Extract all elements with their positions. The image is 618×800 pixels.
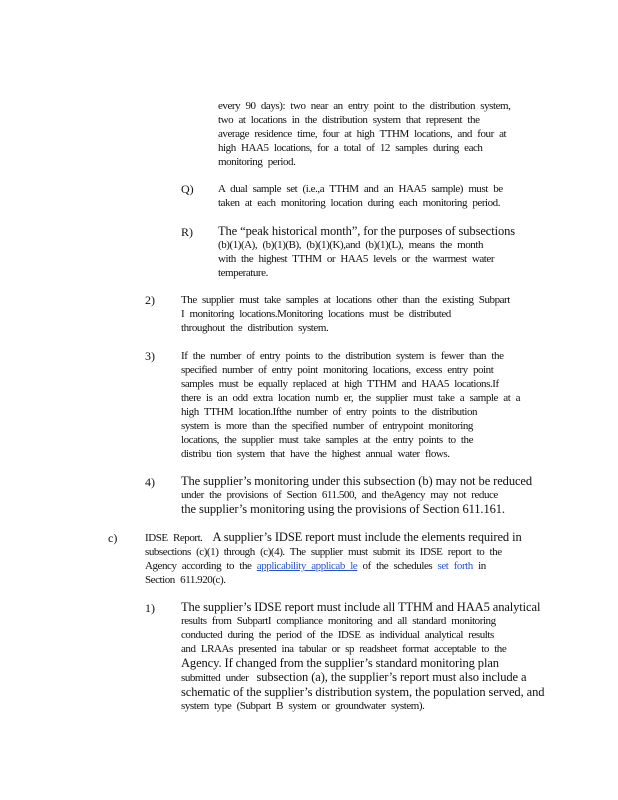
text-line: temperature. xyxy=(218,267,268,279)
item-2-text xyxy=(181,293,510,335)
item-c1-text xyxy=(181,600,544,713)
text-line: there is an odd extra location numb er, the supplier must take a sample at a xyxy=(181,392,521,404)
text-line: specified number of entry point monitoring locations, excess entry point xyxy=(181,364,494,376)
text-line: taken at each monitoring location during each monitoring period. xyxy=(218,197,501,209)
text-line: Section 611.920(c). xyxy=(145,574,226,586)
item-3-text xyxy=(181,349,520,461)
text-line: and LRAAs presented ina tabular or sp readsheet format acceptable to the xyxy=(181,643,507,655)
text-line: with the highest TTHM or HAA5 levels or the warmest water xyxy=(218,253,495,265)
text-line: every 90 days): two near an entry point to the distribution system, xyxy=(218,100,511,112)
text-line: I monitoring locations.Monitoring locations must be distributed xyxy=(181,308,451,320)
text-line: Agency. If changed from the supplier’s standard monitoring plan xyxy=(181,656,499,670)
section-c-heading: IDSE Report. xyxy=(145,532,203,544)
text-span: of the schedules xyxy=(362,560,433,572)
section-c-text xyxy=(145,530,522,587)
text-line: system type (Subpart B system or groundwater system). xyxy=(181,700,425,712)
text-line: samples must be equally replaced at high TTHM and HAA5 locations.If xyxy=(181,378,499,390)
item-r-text xyxy=(218,224,515,280)
section-c-label: c) xyxy=(108,531,118,545)
item-4-text xyxy=(181,474,532,516)
text-line: high HAA5 locations, for a total of 12 samples during each xyxy=(218,142,483,154)
text-span: Agency according to the xyxy=(145,560,252,572)
set-forth-text: set forth xyxy=(437,560,473,572)
text-line: conducted during the period of the IDSE as individual analytical results xyxy=(181,629,494,641)
text-line: distribu tion system that have the highest annual water flows. xyxy=(181,448,450,460)
text-line: A dual sample set (i.e.,a TTHM and an HAA5 sample) must be xyxy=(218,183,503,195)
text-span: subsection (a), the supplier’s report must also include a xyxy=(256,670,527,684)
text-line: monitoring period. xyxy=(218,156,296,168)
text-line: results from SubpartI compliance monitoring and all standard monitoring xyxy=(181,615,496,627)
text-line: under the provisions of Section 611.500, and theAgency may not reduce xyxy=(181,489,498,501)
applicability-link[interactable]: applicability applicab le xyxy=(256,560,358,572)
continued-item-text xyxy=(218,99,510,169)
text-line: The supplier must take samples at locations other than the existing Subpart xyxy=(181,294,510,306)
item-3-label: 3) xyxy=(145,349,155,363)
text-line: high TTHM location.Ifthe number of entry points to the distribution xyxy=(181,406,478,418)
text-line: The supplier’s IDSE report must include all TTHM and HAA5 analytical xyxy=(181,600,541,614)
text-line: locations, the supplier must take samples at the entry points to the xyxy=(181,434,474,446)
item-r-label: R) xyxy=(181,225,193,239)
text-line: two at locations in the distribution system that represent the xyxy=(218,114,480,126)
item-q-label: Q) xyxy=(181,182,194,196)
item-2-label: 2) xyxy=(145,293,155,307)
text-span: A supplier’s IDSE report must include the elements required in xyxy=(212,530,522,544)
text-line: The “peak historical month”, for the purposes of subsections xyxy=(218,224,516,238)
text-line: The supplier’s monitoring under this subsection (b) may not be reduced xyxy=(181,474,533,488)
item-c1-label: 1) xyxy=(145,601,155,615)
text-span: submitted under xyxy=(181,672,249,684)
text-line: system is more than the specified number of entrypoint monitoring xyxy=(181,420,473,432)
text-line: schematic of the supplier’s distribution system, the population served, and xyxy=(181,685,545,699)
text-line: subsections (c)(1) through (c)(4). The supplier must submit its IDSE report to the xyxy=(145,546,502,558)
text-line: the supplier’s monitoring using the provisions of Section 611.161. xyxy=(181,502,505,516)
item-4-label: 4) xyxy=(145,475,155,489)
text-line: If the number of entry points to the distribution system is fewer than the xyxy=(181,350,504,362)
text-line: (b)(1)(A), (b)(1)(B), (b)(1)(K),and (b)(1)(L), means the month xyxy=(218,239,483,251)
item-q-text xyxy=(218,182,503,210)
text-line: throughout the distribution system. xyxy=(181,322,329,334)
text-span: in xyxy=(478,560,486,572)
text-line: average residence time, four at high TTHM locations, and four at xyxy=(218,128,507,140)
